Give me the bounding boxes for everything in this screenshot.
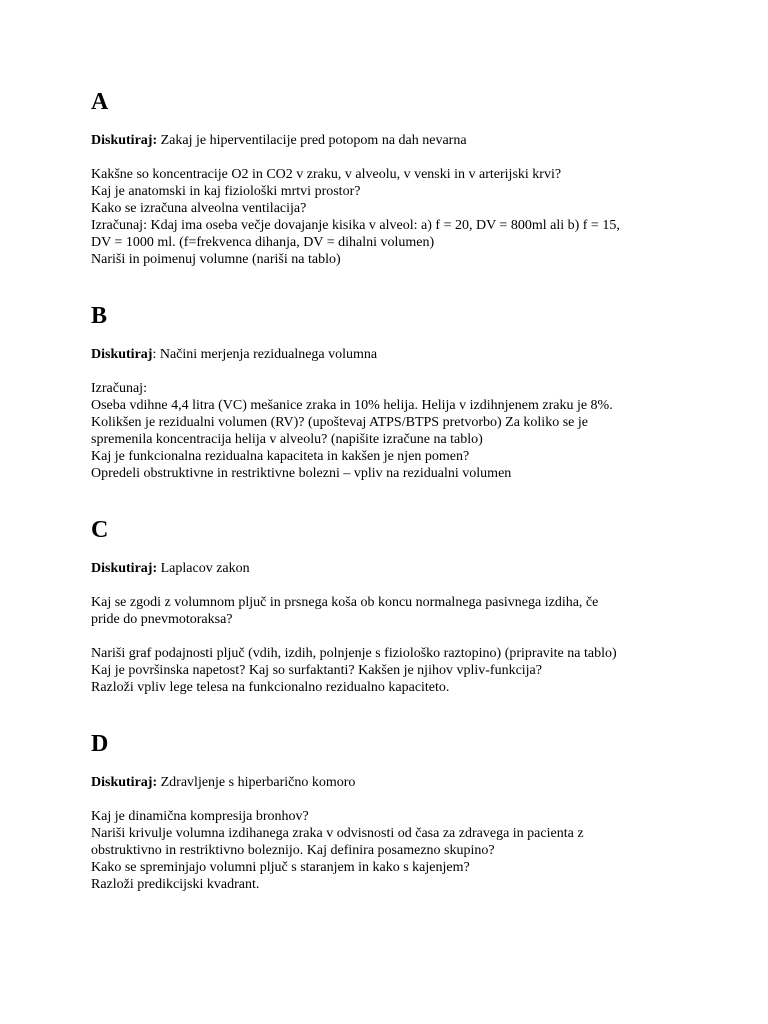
question-line: Izračunaj: Kdaj ima oseba večje dovajanje kisika v alveol: a) f = 20, DV = 800ml ali b) f = 15, bbox=[91, 218, 620, 233]
question-line: Kako se spreminjajo volumni pljuč s staranjem in kako s kajenjem? bbox=[91, 860, 470, 875]
section-spacer bbox=[91, 268, 691, 302]
section-letter: C bbox=[91, 517, 109, 543]
discussion-prompt bbox=[91, 132, 691, 149]
question-line: pride do pnevmotoraksa? bbox=[91, 612, 233, 627]
question-line: Razloži predikcijski kvadrant. bbox=[91, 877, 260, 892]
question-line: Kaj je anatomski in kaj fiziološki mrtvi prostor? bbox=[91, 184, 361, 199]
question-line: Kaj se zgodi z volumnom pljuč in prsnega koša ob koncu normalnega pasivnega izdiha, če bbox=[91, 595, 599, 610]
section-d bbox=[91, 730, 691, 893]
discussion-text: Zakaj je hiperventilacije pred potopom na dah nevarna bbox=[157, 133, 467, 148]
question-line: Kaj je dinamična kompresija bronhov? bbox=[91, 809, 309, 824]
question-line: Kaj je funkcionalna rezidualna kapaciteta in kakšen je njen pomen? bbox=[91, 449, 470, 464]
question-line: Izračunaj: bbox=[91, 381, 147, 396]
section-a bbox=[91, 88, 691, 268]
question-line: obstruktivno in restriktivno boleznijo. Kaj definira posamezno skupino? bbox=[91, 843, 495, 858]
discussion-prompt bbox=[91, 346, 691, 363]
discussion-prompt bbox=[91, 560, 691, 577]
discussion-label: Diskutiraj bbox=[91, 347, 153, 362]
section-letter: D bbox=[91, 731, 109, 757]
question-line: Kakšne so koncentracije O2 in CO2 v zraku, v alveolu, v venski in v arterijski krvi? bbox=[91, 167, 562, 182]
discussion-text: : Načini merjenja rezidualnega volumna bbox=[152, 347, 378, 362]
discussion-text: Zdravljenje s hiperbarično komoro bbox=[157, 775, 356, 790]
question-line: Nariši in poimenuj volumne (nariši na tablo) bbox=[91, 252, 341, 267]
paragraph-spacer bbox=[91, 628, 691, 645]
question-line: Opredeli obstruktivne in restriktivne bolezni – vpliv na rezidualni volumen bbox=[91, 466, 512, 481]
question-line: DV = 1000 ml. (f=frekvenca dihanja, DV = dihalni volumen) bbox=[91, 235, 435, 250]
question-line: Kolikšen je rezidualni volumen (RV)? (upoštevaj ATPS/BTPS pretvorbo) Za koliko se je bbox=[91, 415, 588, 430]
section-b bbox=[91, 302, 691, 482]
document-page bbox=[91, 88, 691, 893]
question-line: Nariši graf podajnosti pljuč (vdih, izdih, polnjenje s fiziološko raztopino) (pripravite na tablo) bbox=[91, 646, 617, 661]
discussion-prompt bbox=[91, 774, 691, 791]
discussion-label: Diskutiraj: bbox=[91, 133, 158, 148]
question-line: Oseba vdihne 4,4 litra (VC) mešanice zraka in 10% helija. Helija v izdihnjenem zraku je 8%. bbox=[91, 398, 613, 413]
question-line: Kako se izračuna alveolna ventilacija? bbox=[91, 201, 307, 216]
discussion-label: Diskutiraj: bbox=[91, 775, 158, 790]
question-line: Nariši krivulje volumna izdihanega zraka v odvisnosti od časa za zdravega in pacienta z bbox=[91, 826, 584, 841]
section-c bbox=[91, 516, 691, 696]
section-letter: A bbox=[91, 89, 109, 115]
discussion-text: Laplacov zakon bbox=[157, 561, 250, 576]
question-line: spremenila koncentracija helija v alveolu? (napišite izračune na tablo) bbox=[91, 432, 483, 447]
question-line: Razloži vpliv lege telesa na funkcionalno rezidualno kapaciteto. bbox=[91, 680, 450, 695]
question-line: Kaj je površinska napetost? Kaj so surfaktanti? Kakšen je njihov vpliv-funkcija? bbox=[91, 663, 542, 678]
discussion-label: Diskutiraj: bbox=[91, 561, 158, 576]
section-spacer bbox=[91, 696, 691, 730]
section-letter: B bbox=[91, 303, 108, 329]
section-spacer bbox=[91, 482, 691, 516]
